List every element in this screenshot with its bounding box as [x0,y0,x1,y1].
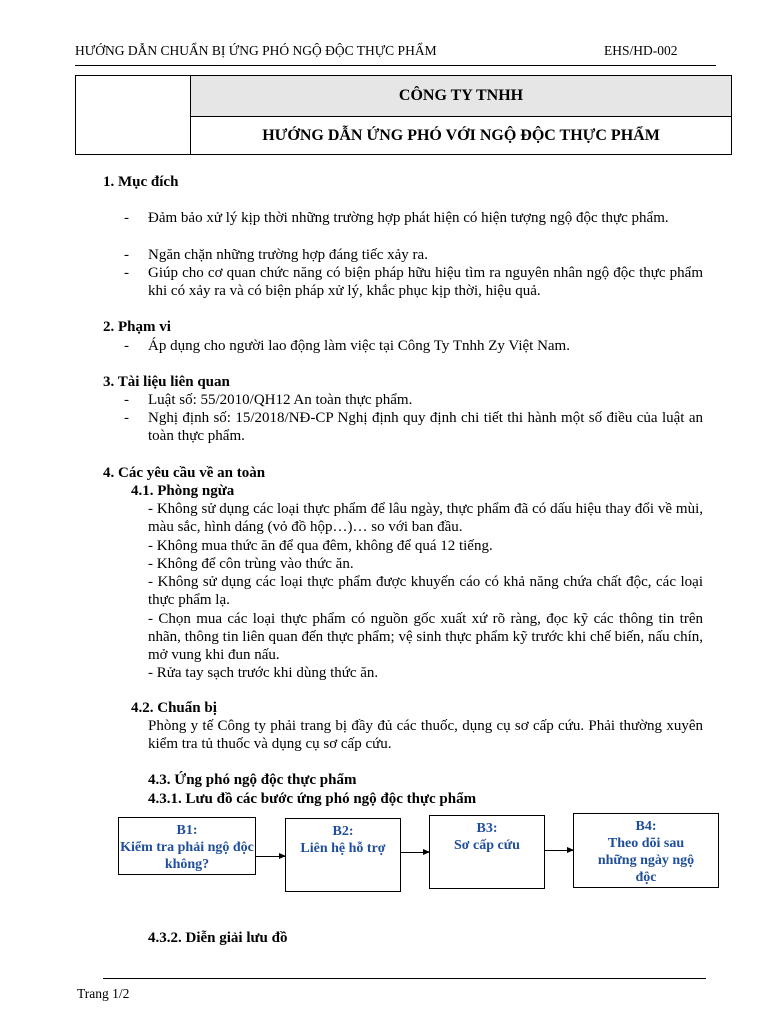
list-item: - Chọn mua các loại thực phẩm có nguồn gốc xuất xứ rõ ràng, đọc kỹ các thông tin trên nhãn, thông tin liên quan đến thực phẩm; vệ sinh thực phẩm kỹ trước khi chế biến, nấu chín, mở vung khi đun nấu. [148,611,703,663]
section-4-1-heading: 4.1. Phòng ngừa [131,483,235,499]
title-table [75,75,732,155]
section-4-2-heading: 4.2. Chuẩn bị [131,700,217,716]
flow-step-text: Liên hệ hỗ trợ [300,841,386,856]
bullet-dash: - [124,247,129,263]
flow-step-b4 [573,813,719,888]
flow-arrow [401,852,429,853]
list-item: - Không mua thức ăn để qua đêm, không để quá 12 tiếng. [148,538,493,554]
section-1-heading: 1. Mục đích [103,174,179,190]
flow-step-label: B4: [635,819,657,834]
flow-step-label: B2: [332,824,354,839]
section-4-heading: 4. Các yêu cầu về an toàn [103,465,266,481]
document-title: HƯỚNG DẪN ỨNG PHÓ VỚI NGỘ ĐỘC THỰC PHẨM [262,126,660,144]
section-3-heading: 3. Tài liệu liên quan [103,374,230,390]
bullet-dash: - [124,265,129,281]
section-4-3-2-heading: 4.3.2. Diễn giải lưu đồ [148,930,288,946]
flow-arrow [545,850,573,851]
section-2-heading: 2. Phạm vi [103,319,171,335]
header-divider [75,65,716,66]
bullet-dash: - [124,210,129,226]
flow-step-b1 [118,817,256,875]
flow-step-text: Sơ cấp cứu [454,838,520,853]
flow-step-label: B1: [176,823,198,838]
list-item: Đảm bảo xử lý kịp thời những trường hợp phát hiện có hiện tượng ngộ độc thực phẩm. [148,210,669,226]
flow-step-text: Kiểm tra phải ngộ độc không? [120,840,254,872]
flow-step-b2 [285,818,401,892]
list-item: Luật số: 55/2010/QH12 An toàn thực phẩm. [148,392,413,408]
bullet-dash: - [124,410,129,426]
company-name: CÔNG TY TNHH [191,76,731,117]
section-4-3-heading: 4.3. Ứng phó ngộ độc thực phẩm [148,772,357,788]
bullet-dash: - [124,338,129,354]
list-item: Nghị định số: 15/2018/NĐ-CP Nghị định quy định chi tiết thi hành một số điều của luật an toàn thực phẩm. [148,410,703,444]
list-item: - Không sử dụng các loại thực phẩm được khuyến cáo có khả năng chứa chất độc, các loại thực phẩm lạ. [148,574,703,608]
document-code: EHS/HD-002 [604,43,678,58]
list-item: Ngăn chặn những trường hợp đáng tiếc xảy ra. [148,247,428,263]
bullet-dash: - [124,392,129,408]
page-number: Trang 1/2 [77,986,130,1001]
list-item: - Rửa tay sạch trước khi dùng thức ăn. [148,665,379,681]
header-title: HƯỚNG DẪN CHUẨN BỊ ỨNG PHÓ NGỘ ĐỘC THỰC PHẨM [75,43,437,58]
footer-divider [103,978,706,979]
section-4-2-body: Phòng y tế Công ty phải trang bị đầy đủ các thuốc, dụng cụ sơ cấp cứu. Phải thường xuyên kiểm tra tủ thuốc và dụng cụ sơ cấp cứu. [148,718,703,752]
list-item: - Không sử dụng các loại thực phẩm để lâu ngày, thực phẩm đã có dấu hiệu thay đổi về mùi, màu sắc, hình dáng (vỏ đồ hộp…)… so với ban đầu. [148,501,703,535]
flow-step-label: B3: [476,821,498,836]
flow-step-text: Theo dõi sau những ngày ngộ độc [597,836,695,885]
list-item: Áp dụng cho người lao động làm việc tại Công Ty Tnhh Zy Việt Nam. [148,338,570,354]
list-item: Giúp cho cơ quan chức năng có biện pháp hữu hiệu tìm ra nguyên nhân ngộ độc thực phẩm khi có xảy ra và có biện pháp xử lý, khắc phục kịp thời, hiệu quả. [148,265,703,299]
section-4-3-1-heading: 4.3.1. Lưu đồ các bước ứng phó ngộ độc thực phẩm [148,791,477,807]
flow-arrow [256,856,285,857]
list-item: - Không để côn trùng vào thức ăn. [148,556,354,572]
flow-step-b3 [429,815,545,889]
logo-cell [76,76,191,154]
